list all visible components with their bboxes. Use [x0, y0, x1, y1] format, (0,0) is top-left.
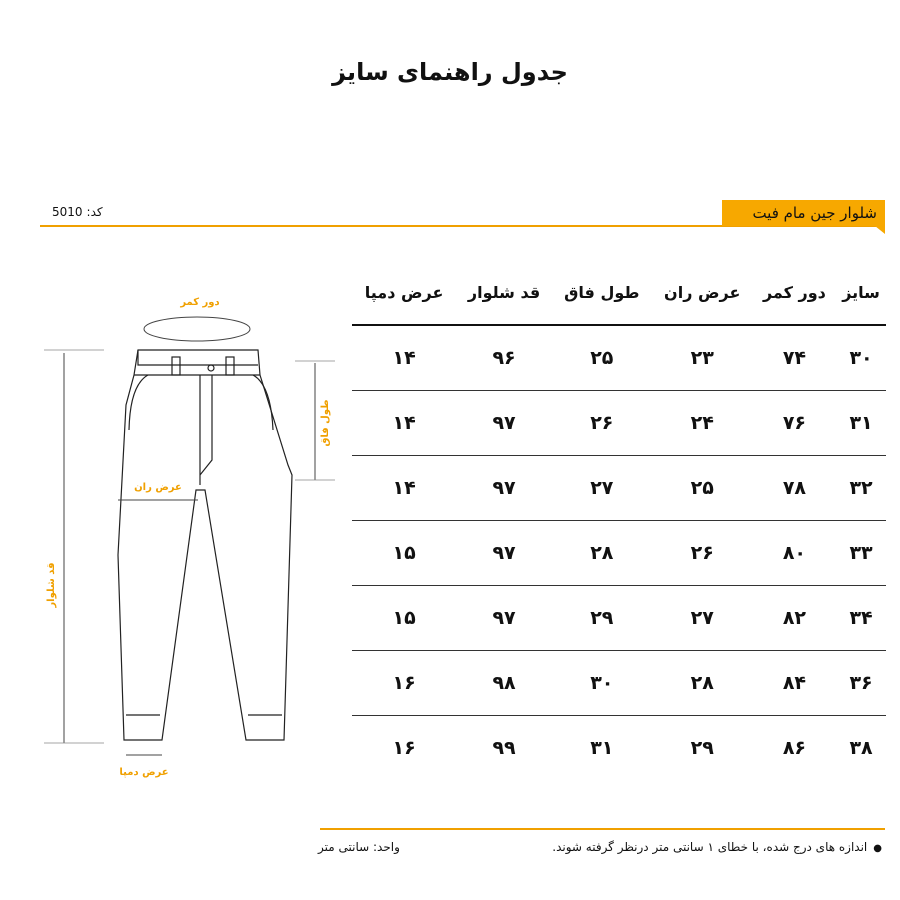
product-code-label: کد:	[86, 205, 103, 219]
product-code	[48, 205, 103, 219]
cell-length: ۹۶	[456, 325, 552, 391]
table-row	[352, 651, 886, 716]
cell-hem: ۱۶	[352, 651, 456, 716]
cell-waist: ۷۴	[753, 325, 836, 391]
cell-hem: ۱۵	[352, 586, 456, 651]
length-label: قد شلوار	[46, 562, 57, 608]
cell-waist: ۷۶	[753, 391, 836, 456]
header-size: سایز	[836, 260, 886, 325]
cell-thigh: ۲۸	[652, 651, 753, 716]
cell-hem: ۱۴	[352, 456, 456, 521]
size-table	[352, 260, 886, 780]
cell-rise: ۳۱	[590, 737, 614, 759]
cell-length: ۹۷	[456, 391, 552, 456]
table-row	[352, 586, 886, 651]
cell-waist: ۸۴	[753, 651, 836, 716]
page-title: جدول راهنمای سایز	[332, 58, 568, 86]
cell-thigh: ۲۵	[652, 456, 753, 521]
table-row	[352, 521, 886, 586]
jeans-outline	[118, 350, 292, 740]
unit-note: واحد: سانتی متر	[318, 840, 400, 854]
cell-size: ۳۳	[836, 521, 886, 586]
cell-waist: ۸۶	[782, 737, 807, 759]
cell-size: ۳۴	[836, 586, 886, 651]
header-hem: عرض دمپا	[352, 260, 456, 325]
header-rise: طول فاق	[552, 260, 652, 325]
cell-rise: ۲۷	[552, 456, 652, 521]
cell-rise: ۲۹	[552, 586, 652, 651]
cell-rise: ۲۸	[552, 521, 652, 586]
cell-waist: ۸۰	[753, 521, 836, 586]
table-row	[352, 391, 886, 456]
hem-label: عرض دمپا	[119, 767, 169, 778]
table-row	[352, 325, 886, 391]
cell-waist: ۸۲	[753, 586, 836, 651]
cell-hem: ۱۴	[352, 391, 456, 456]
cell-hem: ۱۴	[352, 325, 456, 391]
table-row	[352, 716, 886, 781]
cell-rise: ۳۰	[552, 651, 652, 716]
header-waist: دور کمر	[753, 260, 836, 325]
product-name-badge	[722, 200, 885, 226]
cell-rise: ۲۶	[552, 391, 652, 456]
tolerance-note: ● اندازه های درج شده، با خطای ۱ سانتی متر درنظر گرفته شوند.	[552, 840, 882, 854]
footer-divider	[320, 828, 885, 830]
cell-size: ۳۱	[836, 391, 886, 456]
cell-thigh: ۲۹	[690, 737, 714, 759]
cell-length: ۹۹	[492, 737, 516, 759]
waist-label: دور کمر	[180, 297, 220, 308]
cell-thigh: ۲۶	[652, 521, 753, 586]
size-table-header-row	[352, 260, 886, 325]
cell-length: ۹۸	[456, 651, 552, 716]
cell-hem: ۱۵	[352, 521, 456, 586]
cell-size: ۳۰	[836, 325, 886, 391]
rise-label: طول فاق	[320, 399, 331, 447]
cell-rise: ۲۵	[552, 325, 652, 391]
cell-size: ۳۲	[836, 456, 886, 521]
cell-thigh: ۲۳	[652, 325, 753, 391]
jeans-diagram	[30, 285, 350, 785]
product-code-value: 5010	[52, 205, 83, 219]
waist-measure-ellipse	[144, 317, 250, 341]
cell-waist: ۷۸	[753, 456, 836, 521]
cell-thigh: ۲۷	[652, 586, 753, 651]
table-row	[352, 456, 886, 521]
cell-length: ۹۷	[456, 521, 552, 586]
product-name: شلوار جین مام فیت	[752, 204, 877, 222]
thigh-label: عرض ران	[134, 482, 182, 493]
cell-size: ۳۶	[836, 651, 886, 716]
cell-length: ۹۷	[456, 586, 552, 651]
cell-size: ۳۸	[849, 737, 873, 759]
header-length: قد شلوار	[456, 260, 552, 325]
cell-hem: ۱۶	[392, 737, 416, 759]
header-thigh: عرض ران	[652, 260, 753, 325]
cell-length: ۹۷	[456, 456, 552, 521]
cell-thigh: ۲۴	[652, 391, 753, 456]
